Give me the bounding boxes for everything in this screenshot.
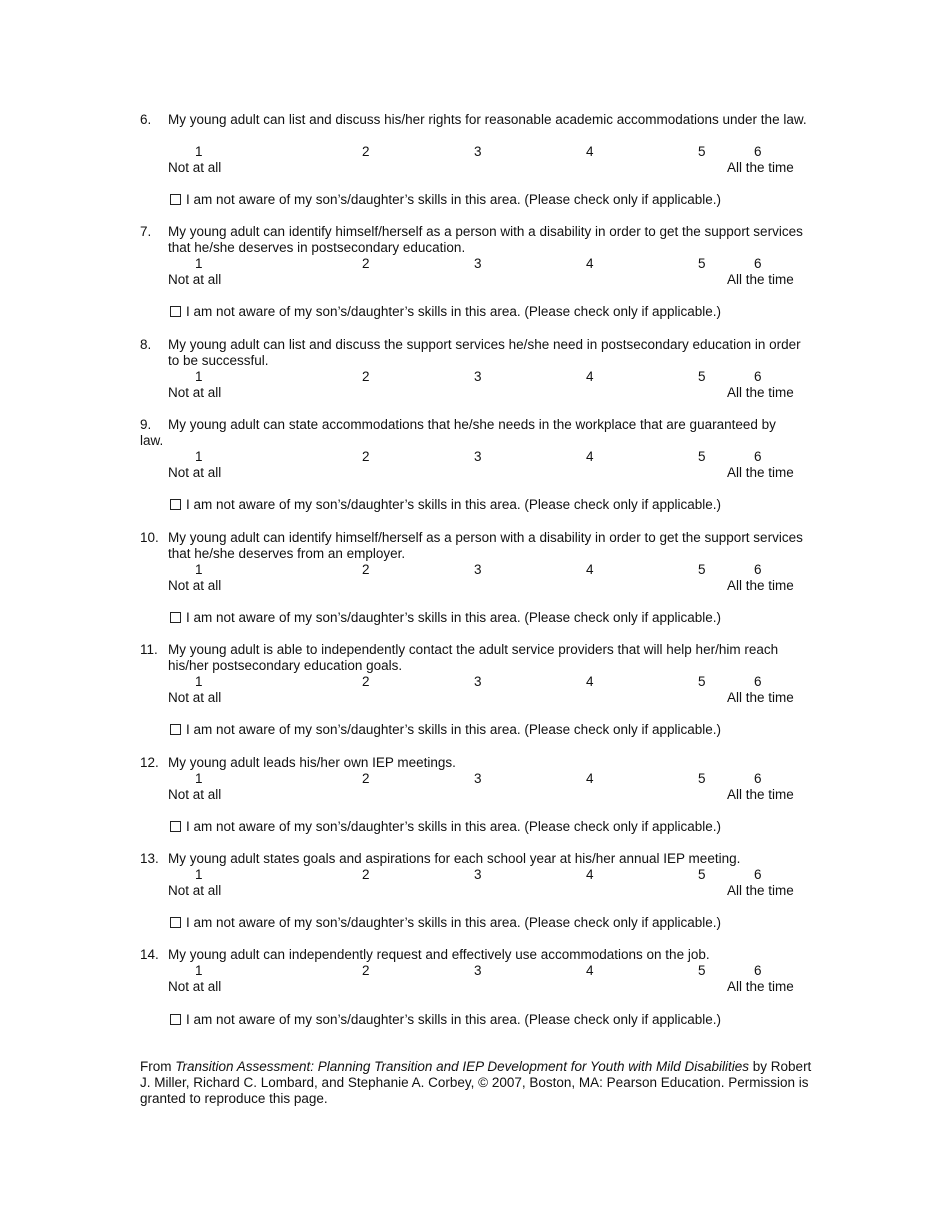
not-aware-checkbox[interactable]	[170, 1014, 181, 1025]
scale-high-anchor: All the time	[727, 160, 794, 175]
question-number: 8.	[140, 337, 152, 352]
scale-high-anchor: All the time	[727, 385, 794, 400]
scale-option-3[interactable]: 3	[474, 369, 482, 384]
not-aware-option[interactable]	[170, 497, 721, 513]
scale-high-anchor: All the time	[727, 690, 794, 705]
scale-low-anchor: Not at all	[168, 160, 222, 175]
scale-option-2[interactable]: 2	[362, 867, 370, 882]
scale-option-5[interactable]: 5	[698, 144, 706, 159]
scale-option-1[interactable]: 1	[195, 369, 203, 384]
scale-option-4[interactable]: 4	[586, 369, 594, 384]
question-text: My young adult is able to independently contact the adult service providers that will help her/him reach his/her postsecondary education goals.	[168, 642, 779, 673]
scale-high-anchor: All the time	[727, 465, 794, 480]
not-aware-label: I am not aware of my son’s/daughter’s skills in this area. (Please check only if applicable.)	[186, 915, 722, 930]
scale-option-6[interactable]: 6	[754, 771, 762, 786]
question-text: My young adult can state accommodations that he/she needs in the workplace that are guaranteed by	[168, 417, 776, 432]
not-aware-checkbox[interactable]	[170, 612, 181, 623]
not-aware-option[interactable]	[170, 915, 721, 931]
not-aware-option[interactable]	[170, 304, 721, 320]
scale-option-5[interactable]: 5	[698, 449, 706, 464]
book-title: Transition Assessment: Planning Transition and IEP Development for Youth with Mild Disabilities	[175, 1059, 750, 1074]
question-number: 10.	[140, 530, 159, 545]
scale-option-3[interactable]: 3	[474, 674, 482, 689]
not-aware-option[interactable]	[170, 722, 721, 738]
scale-option-1[interactable]: 1	[195, 674, 203, 689]
scale-option-6[interactable]: 6	[754, 674, 762, 689]
scale-option-4[interactable]: 4	[586, 256, 594, 271]
footer-prefix: From	[140, 1059, 176, 1074]
scale-option-4[interactable]: 4	[586, 449, 594, 464]
scale-low-anchor: Not at all	[168, 465, 222, 480]
scale-low-anchor: Not at all	[168, 385, 222, 400]
not-aware-option[interactable]	[170, 192, 721, 208]
not-aware-label: I am not aware of my son’s/daughter’s skills in this area. (Please check only if applicable.)	[186, 610, 722, 625]
not-aware-label: I am not aware of my son’s/daughter’s skills in this area. (Please check only if applicable.)	[186, 1012, 722, 1027]
scale-option-5[interactable]: 5	[698, 674, 706, 689]
question-number: 11.	[140, 642, 158, 657]
not-aware-option[interactable]	[170, 1012, 721, 1028]
scale-option-4[interactable]: 4	[586, 867, 594, 882]
scale-option-5[interactable]: 5	[698, 562, 706, 577]
scale-option-2[interactable]: 2	[362, 449, 370, 464]
scale-option-4[interactable]: 4	[586, 144, 594, 159]
not-aware-checkbox[interactable]	[170, 306, 181, 317]
not-aware-label: I am not aware of my son’s/daughter’s skills in this area. (Please check only if applicable.)	[186, 819, 722, 834]
question-text: My young adult can independently request and effectively use accommodations on the job.	[168, 947, 710, 962]
scale-option-6[interactable]: 6	[754, 449, 762, 464]
scale-option-6[interactable]: 6	[754, 867, 762, 882]
scale-high-anchor: All the time	[727, 979, 794, 994]
scale-option-3[interactable]: 3	[474, 144, 482, 159]
not-aware-label: I am not aware of my son’s/daughter’s skills in this area. (Please check only if applicable.)	[186, 722, 722, 737]
scale-low-anchor: Not at all	[168, 690, 222, 705]
question-text: My young adult states goals and aspirations for each school year at his/her annual IEP meeting.	[168, 851, 741, 866]
scale-option-5[interactable]: 5	[698, 963, 706, 978]
scale-low-anchor: Not at all	[168, 272, 222, 287]
question-text: My young adult can list and discuss his/her rights for reasonable academic accommodations under the law.	[168, 112, 807, 127]
not-aware-label: I am not aware of my son’s/daughter’s skills in this area. (Please check only if applicable.)	[186, 304, 722, 319]
scale-option-1[interactable]: 1	[195, 256, 203, 271]
scale-option-4[interactable]: 4	[586, 963, 594, 978]
question-number: 9.	[140, 417, 152, 432]
question-text: My young adult leads his/her own IEP meetings.	[168, 755, 456, 770]
scale-high-anchor: All the time	[727, 883, 794, 898]
scale-option-6[interactable]: 6	[754, 256, 762, 271]
scale-low-anchor: Not at all	[168, 787, 222, 802]
question-number: 14.	[140, 947, 159, 962]
scale-option-3[interactable]: 3	[474, 867, 482, 882]
scale-option-2[interactable]: 2	[362, 256, 370, 271]
scale-option-1[interactable]: 1	[195, 449, 203, 464]
not-aware-option[interactable]	[170, 610, 721, 626]
scale-option-4[interactable]: 4	[586, 562, 594, 577]
question-text: My young adult can list and discuss the support services he/she need in postsecondary education in order to be successful.	[168, 337, 801, 368]
scale-option-4[interactable]: 4	[586, 674, 594, 689]
scale-low-anchor: Not at all	[168, 578, 222, 593]
scale-option-3[interactable]: 3	[474, 562, 482, 577]
scale-option-1[interactable]: 1	[195, 867, 203, 882]
scale-option-3[interactable]: 3	[474, 771, 482, 786]
scale-option-1[interactable]: 1	[195, 562, 203, 577]
scale-option-6[interactable]: 6	[754, 562, 762, 577]
question-number: 7.	[140, 224, 152, 239]
scale-option-2[interactable]: 2	[362, 369, 370, 384]
scale-option-5[interactable]: 5	[698, 369, 706, 384]
question-text-continued: law.	[140, 433, 164, 448]
not-aware-checkbox[interactable]	[170, 194, 181, 205]
not-aware-checkbox[interactable]	[170, 917, 181, 928]
scale-option-4[interactable]: 4	[586, 771, 594, 786]
not-aware-checkbox[interactable]	[170, 499, 181, 510]
scale-high-anchor: All the time	[727, 578, 794, 593]
question-text: My young adult can identify himself/herself as a person with a disability in order to get the support services that he/she deserves in postsecondary education.	[168, 224, 803, 255]
scale-option-5[interactable]: 5	[698, 771, 706, 786]
scale-option-3[interactable]: 3	[474, 449, 482, 464]
scale-option-1[interactable]: 1	[195, 963, 203, 978]
not-aware-checkbox[interactable]	[170, 724, 181, 735]
question-number: 13.	[140, 851, 159, 866]
question-number: 6.	[140, 112, 152, 127]
citation-footer	[140, 1059, 820, 1107]
scale-option-5[interactable]: 5	[698, 867, 706, 882]
scale-option-2[interactable]: 2	[362, 144, 370, 159]
scale-high-anchor: All the time	[727, 787, 794, 802]
question-text: My young adult can identify himself/herself as a person with a disability in order to get the support services that he/she deserves from an employer.	[168, 530, 803, 561]
scale-option-6[interactable]: 6	[754, 963, 762, 978]
scale-option-2[interactable]: 2	[362, 674, 370, 689]
scale-low-anchor: Not at all	[168, 979, 222, 994]
not-aware-label: I am not aware of my son’s/daughter’s skills in this area. (Please check only if applicable.)	[186, 497, 722, 512]
scale-option-3[interactable]: 3	[474, 963, 482, 978]
scale-option-2[interactable]: 2	[362, 562, 370, 577]
not-aware-option[interactable]	[170, 819, 721, 835]
scale-option-1[interactable]: 1	[195, 144, 203, 159]
scale-low-anchor: Not at all	[168, 883, 222, 898]
scale-option-6[interactable]: 6	[754, 369, 762, 384]
scale-option-1[interactable]: 1	[195, 771, 203, 786]
scale-option-2[interactable]: 2	[362, 771, 370, 786]
not-aware-checkbox[interactable]	[170, 821, 181, 832]
scale-option-3[interactable]: 3	[474, 256, 482, 271]
scale-high-anchor: All the time	[727, 272, 794, 287]
scale-option-5[interactable]: 5	[698, 256, 706, 271]
footer-rest: by Robert J. Miller, Richard C. Lombard, and Stephanie A. Corbey, © 2007, Boston, MA: Pearson Education. Permission is granted to reproduce this page.	[140, 1059, 812, 1106]
not-aware-label: I am not aware of my son’s/daughter’s skills in this area. (Please check only if applicable.)	[186, 192, 722, 207]
question-number: 12.	[140, 755, 159, 770]
scale-option-6[interactable]: 6	[754, 144, 762, 159]
scale-option-2[interactable]: 2	[362, 963, 370, 978]
